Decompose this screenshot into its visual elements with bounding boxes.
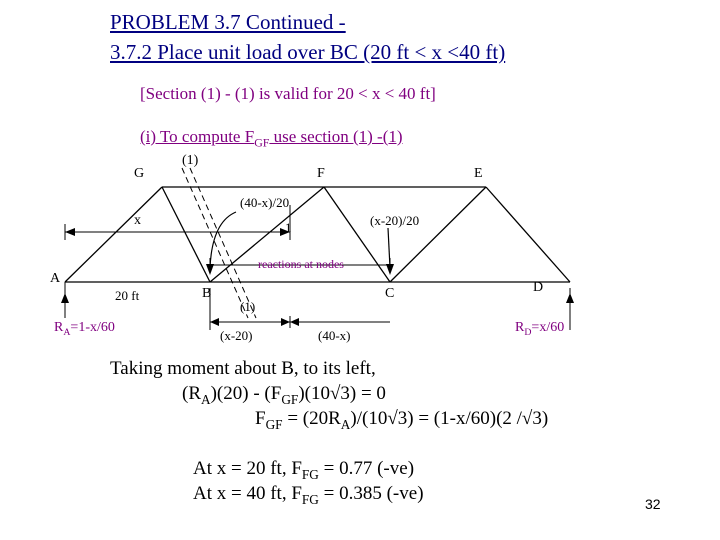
page-number: 32 <box>645 496 661 512</box>
dim-right-label: (40-x) <box>318 328 351 343</box>
node-a-label: A <box>50 271 61 286</box>
node-d-label: D <box>533 280 544 295</box>
body-line-4: At x = 20 ft, $F_{FG} = 0.77$ (-ve) <box>193 458 415 482</box>
reaction-d-label: $R_D=x/60$ <box>515 320 565 338</box>
node-g-label: G <box>134 166 145 181</box>
reactions-caption: reactions at nodes <box>258 257 344 271</box>
reaction-c-label: (x-20)/20 <box>370 213 420 228</box>
title-line-2: 3.7.2 Place unit load over BC (20 ft < x <40 ft) <box>110 40 506 64</box>
node-f-label: F <box>317 166 325 181</box>
dim-left-label: (x-20) <box>220 328 253 343</box>
node-e-label: E <box>474 166 483 181</box>
title-line-1: PROBLEM 3.7 Continued - <box>110 10 346 34</box>
reaction-a-label: $R_A=1-x/60$ <box>54 320 115 338</box>
body-line-2: $(R_A)(20) - (F_{GF})(10√3) = 0$ <box>182 383 386 407</box>
body-line-5: At x = 40 ft, $F_{FG} = 0.385$ (-ve) <box>193 483 424 507</box>
node-c-label: C <box>385 286 395 301</box>
reaction-b-label: (40-x)/20 <box>240 195 290 210</box>
node-b-label: B <box>202 286 212 301</box>
step-heading: (i) To compute $F_{GF}$ use section (1) -(1) <box>140 127 403 150</box>
x-label: x <box>134 213 141 228</box>
body-line-1: Taking moment about B, to its left, <box>110 358 376 379</box>
section-note: [Section (1) - (1) is valid for 20 < x < 40 ft] <box>140 84 436 103</box>
span-ab-label: 20 ft <box>115 288 140 303</box>
unit-load-label: 1 <box>285 220 292 235</box>
section-bottom-label: (1) <box>240 299 256 314</box>
section-top-label: (1) <box>182 153 199 168</box>
body-line-3: $F_{GF} = (20R_A)/(10√3) = (1-x/60)(2$ /√3) <box>255 408 549 432</box>
